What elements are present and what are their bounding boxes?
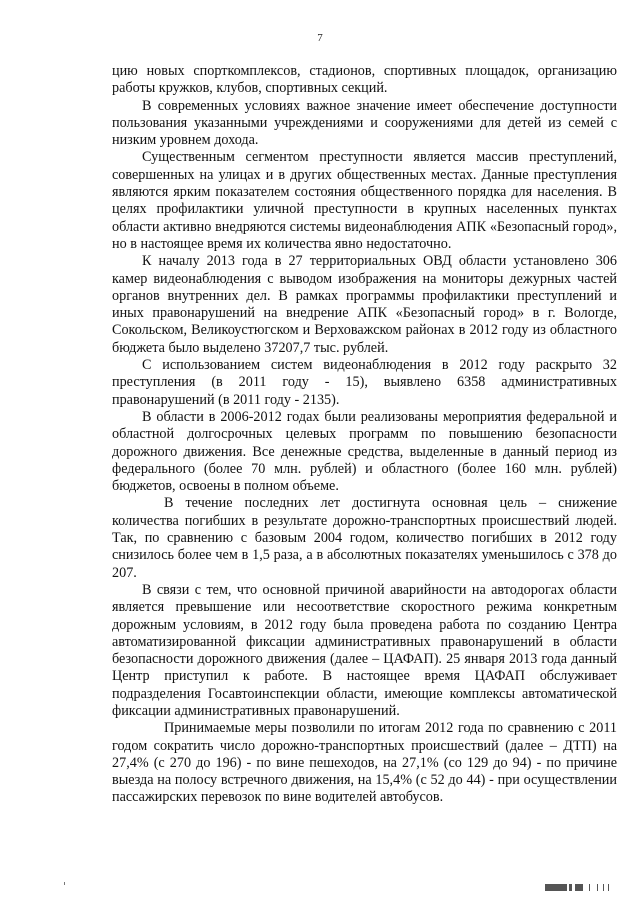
- paragraph: В связи с тем, что основной причиной аварийности на автодорогах области является превышение или несоответствие скоростного режима конкретным дорожным условиям, в 2012 году была проведена работа по созданию Центра автоматизированной фиксации административных правонарушений в области безопасности дорожного движения (далее – ЦАФАП). 25 января 2013 года данный Центр приступил к работе. В настоящее время ЦАФАП обслуживает подразделения Госавтоинспекции области, имеющие комплексы автоматической фиксации административных правонарушений.: [112, 581, 617, 719]
- paragraph: цию новых спорткомплексов, стадионов, спортивных площадок, организацию работы кружков, клубов, спортивных секций.: [112, 63, 617, 97]
- scan-marks: [545, 884, 615, 894]
- paragraph: С использованием систем видеонаблюдения в 2012 году раскрыто 32 преступления (в 2011 году - 15), выявлено 6358 административных правонарушений (в 2011 году - 2135).: [112, 357, 617, 408]
- page-number: 7: [317, 32, 323, 44]
- paragraph: Принимаемые меры позволили по итогам 2012 года по сравнению с 2011 годом сократить число дорожно-транспортных происшествий (далее – ДТП) на 27,4% (с 270 до 196) - по вине пешеходов, на 27,1% (со 129 до 94) - по причине выезда на полосу встречного движения, на 15,4% (с 52 до 44) - при осуществлении пассажирских перевозок по вине водителей автобусов.: [112, 720, 617, 806]
- paragraph: Существенным сегментом преступности является массив преступлений, совершенных на улицах и в других общественных местах. Данные преступления являются ярким показателем состояния общественного порядка для населения. В целях профилактики уличной преступности в крупных населенных пунктах области активно внедряются системы видеонаблюдения АПК «Безопасный город», но в настоящее время их количества явно недостаточно.: [112, 149, 617, 252]
- paragraph: В области в 2006-2012 годах были реализованы мероприятия федеральной и областной долгосрочных целевых программ по повышению безопасности дорожного движения. Все денежные средства, выделенные в данный период из федерального (более 70 млн. рублей) и областного (более 160 млн. рублей) бюджетов, освоены в полном объеме.: [112, 408, 617, 495]
- paragraph: К началу 2013 года в 27 территориальных ОВД области установлено 306 камер видеонаблюдения с выводом изображения на мониторы дежурных частей органов внутренних дел. В рамках программы профилактики преступлений и иных правонарушений на внедрение АПК «Безопасный город» в г. Вологде, Сокольском, Великоустюгском и Верховажском районах в 2012 году из областного бюджета было выделено 37207,7 тыс. рублей.: [112, 253, 617, 356]
- paragraph: В современных условиях важное значение имеет обеспечение доступности пользования указанными учреждениями и сооружениями для детей из семей с низким уровнем дохода.: [112, 97, 617, 149]
- paragraph: В течение последних лет достигнута основная цель – снижение количества погибших в результате дорожно-транспортных происшествий людей. Так, по сравнению с базовым 2004 годом, количество погибших в 2012 году снизилось более чем в 1,5 раза, а в абсолютных показателях уменьшилось с 378 до 207.: [112, 495, 617, 581]
- document-body: [112, 63, 617, 807]
- scan-artifact: [64, 882, 65, 885]
